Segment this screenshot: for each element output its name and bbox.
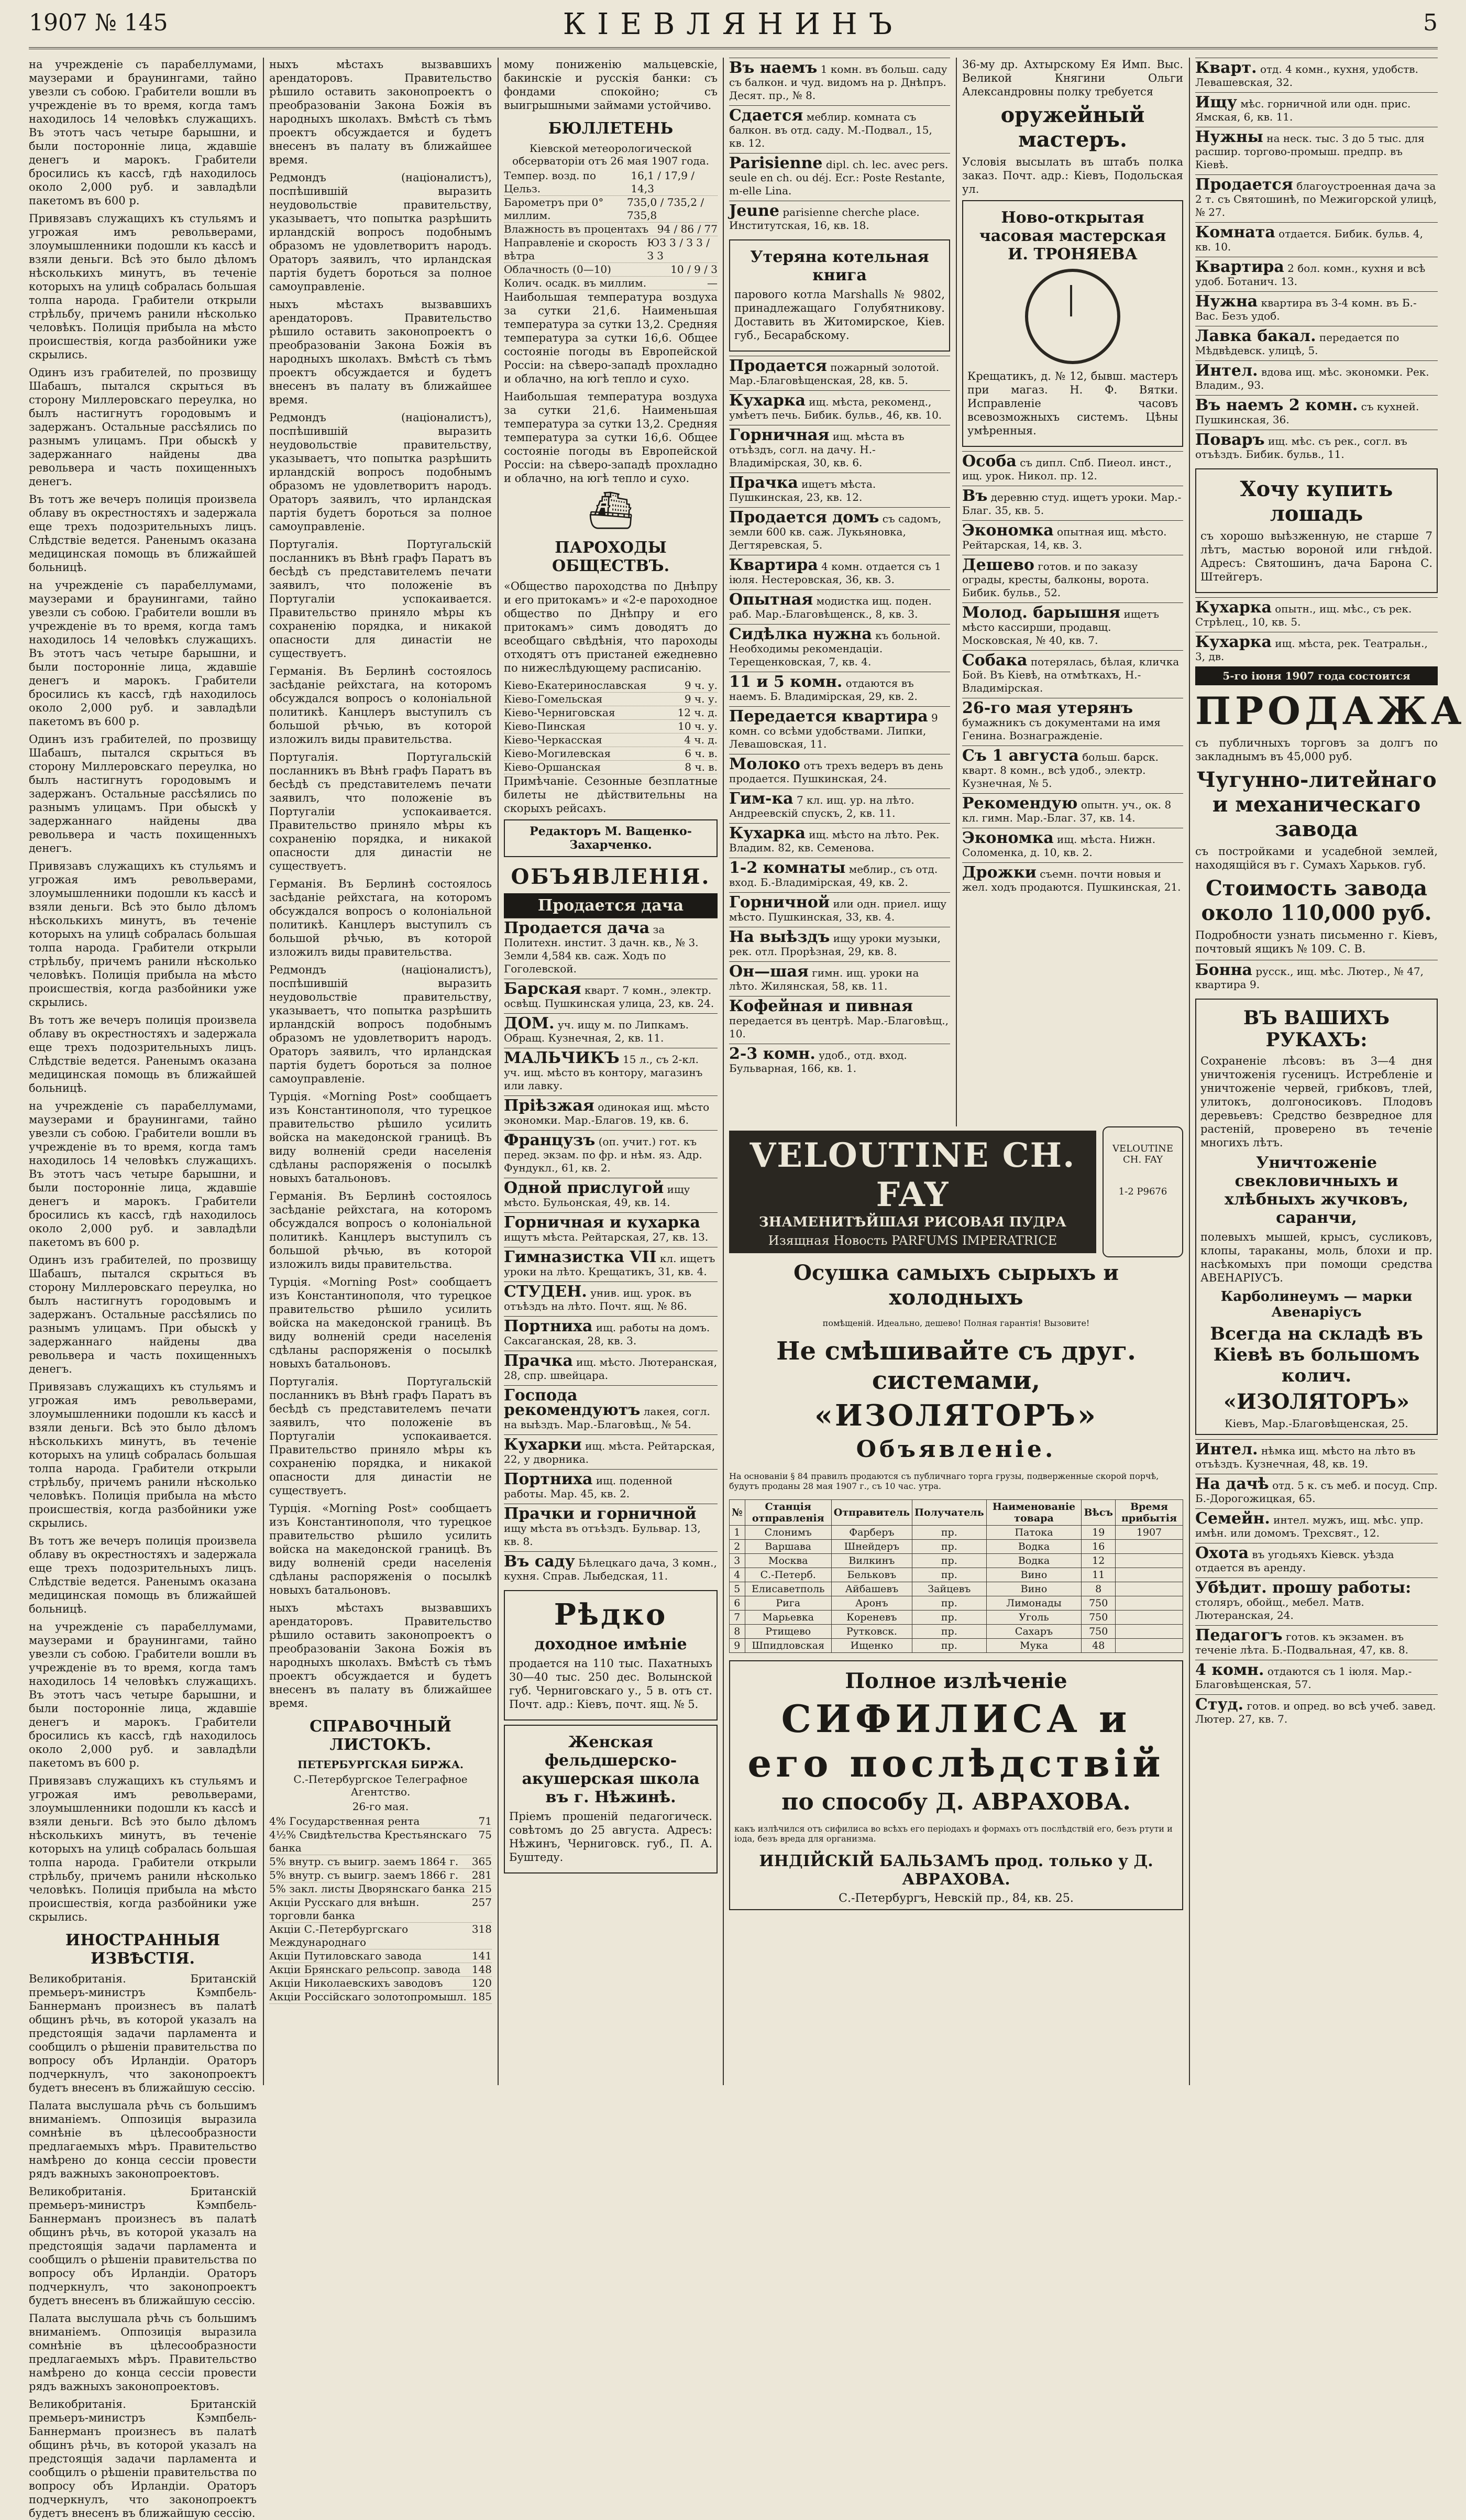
balsam-address: С.-Петербургъ, Невскій пр., 84, кв. 25. — [839, 1892, 1074, 1905]
classified-ad: Квартира 4 комн. отдается съ 1 іюля. Нестеровская, 36, кв. 3. — [729, 555, 950, 589]
weather-row: Темпер. возд. по Цельз. 16,1 / 17,9 / 14,3 — [504, 169, 718, 196]
classified-ad: Продается дача за Политехн. инстит. 3 дачн. кв., № 3. Земли 4,584 кв. саж. Ходъ по Гоголевской. — [504, 918, 718, 979]
article-paragraph: Примѣчаніе. Сезонные безплатные билеты не дѣйствительны на скорыхъ рейсахъ. — [504, 775, 718, 815]
wide-ads-block — [729, 1126, 1183, 2085]
karbo-title: Карболинеумъ — марки Авенаріусъ — [1220, 1289, 1413, 1320]
route-row: Кіево-Оршанская 8 ч. в. — [504, 761, 718, 773]
article-paragraph: Турція. «Morning Post» сообщаетъ изъ Константинополя, что турецкое правительство рѣшило усилить войска на македонской границѣ. Въ виду волненій среди населенія сдѣланы распоряженія о посылкѣ новыхъ батальоновъ. — [269, 1090, 492, 1185]
veloutine-brand: VELOUTINE CH. FAY — [749, 1136, 1076, 1214]
stock-row: Акціи С.-Петербургскаго Международнаго 318 — [269, 1923, 492, 1948]
ads-heading: ОБЪЯВЛЕНІЯ. — [511, 864, 711, 889]
article-paragraph: Въ тотъ же вечеръ полиція произвела облаву въ окрестностяхъ и задержала еще трехъ подозрительныхъ лицъ. Слѣдствіе ведется. Раненымъ оказана медицинская помощь въ ближайшей больницѣ. — [29, 493, 257, 574]
weather-row: Колич. осадк. въ миллим. — — [504, 277, 718, 289]
stock-list — [269, 1815, 492, 2004]
issue-number: 1907 № 145 — [29, 9, 168, 36]
article-paragraph: Привязавъ служащихъ къ стульямъ и угрожая имъ револьверами, злоумышленники подошли къ кассѣ и взяли деньги. Всѣ это было дѣломъ нѣсколькихъ минутъ, въ теченіе которыхъ на улицѣ собралась большая толпа народа. Грабители открыли стрѣльбу, причемъ ранили нѣсколько человѣкъ. Полиція прибыла на мѣсто происшествія, когда разбойники уже скрылись. — [29, 212, 257, 361]
freight-table — [729, 1499, 1183, 1653]
classified-ad: Дешево готов. и по заказу ограды, кресты, балконы, ворота. Бибик. бульв., 52. — [962, 555, 1183, 602]
classified-ad: Въ деревню студ. ищетъ уроки. Мар.-Благ. 35, кв. 5. — [962, 486, 1183, 520]
classified-ad: Нужна квартира въ 3-4 комн. въ Б.-Вас. Безъ удоб. — [1195, 291, 1438, 326]
routes-list — [504, 679, 718, 774]
classified-ad: Семейн. интел. мужъ, ищ. мѣс. упр. имѣн. или домомъ. Трехсвят., 12. — [1195, 1508, 1438, 1543]
column-rule — [1189, 58, 1190, 2085]
weather-row: Влажность въ процентахъ 94 / 86 / 77 — [504, 223, 718, 235]
hands-text: Сохраненіе лѣсовъ: въ 3—4 дня уничтоженія гусеницъ. Истребленіе и уничтоженіе червей, грибковъ, тлей, улитокъ, долгоносиковъ. Плодовъ деревьевъ: Средство безвредное для растеній, проверено въ теченіе многихъ лѣтъ. — [1200, 1055, 1432, 1149]
article-paragraph: на учрежденіе съ парабеллумами, маузерами и браунингами, тайно увезли съ собою. Грабители вошли въ учрежденіе въ то время, когда тамъ находилось 14 человѣкъ служащихъ. Въ этотъ часъ четыре барышни, и были посторонніе лица, ждавшіе денегъ и марокъ. Грабители бросились къ кассѣ, гдѣ находилось около 2,000 руб. и завладѣли пакетомъ въ 600 р. — [29, 58, 257, 207]
horse-text: съ хорошо выѣзженную, не старше 7 лѣтъ, мастью вороной или гнѣдой. Адресъ: Святошинъ, дача Барона С. Штейгеръ. — [1200, 530, 1432, 583]
article-paragraph: Привязавъ служащихъ къ стульямъ и угрожая имъ револьверами, злоумышленники подошли къ кассѣ и взяли деньги. Всѣ это было дѣломъ нѣсколькихъ минутъ, въ теченіе которыхъ на улицѣ собралась большая толпа народа. Грабители открыли стрѣльбу, причемъ ранили нѣсколько человѣкъ. Полиція прибыла на мѣсто происшествія, когда разбойники уже скрылись. — [29, 1774, 257, 1923]
section-heading-foreign: ИНОСТРАННЫЯ ИЗВѢСТІЯ. — [65, 1931, 221, 1968]
classified-ad: 1-2 комнаты меблир., съ отд. вход. Б.-Владимірская, 49, кв. 2. — [729, 858, 950, 892]
classified-ad: Педагогъ готов. къ экзамен. въ теченіе лѣта. Б.-Подвальная, 47, кв. 8. — [1195, 1625, 1438, 1660]
classified-ad: Прачка ищетъ мѣста. Пушкинская, 23, кв. 12. — [729, 473, 950, 507]
article-paragraph: на учрежденіе съ парабеллумами, маузерами и браунингами, тайно увезли съ собою. Грабители вошли въ учрежденіе въ то время, когда тамъ находилось 14 человѣкъ служащихъ. Въ этотъ часъ четыре барышни, и были посторонніе лица, ждавшіе денегъ и марокъ. Грабители бросились къ кассѣ, гдѣ находилось около 2,000 руб. и завладѣли пакетомъ въ 600 р. — [29, 1620, 257, 1769]
route-row: Кіево-Черкасская 4 ч. д. — [504, 733, 718, 746]
classified-ad: Кофейная и пивная передается въ центрѣ. Мар.-Благовѣщ., 10. — [729, 996, 950, 1044]
article-paragraph: Португалія. Португальскій посланникъ въ Вѣнѣ графъ Паратъ въ бесѣдѣ съ представителемъ печати заявилъ, что положеніе въ Португаліи успокаивается. Правительство приняло мѣры къ сохраненію порядка, и никакой опасности для династіи не существуетъ. — [269, 1375, 492, 1497]
estate-ad — [504, 1590, 718, 1721]
classified-ad: Jeune parisienne cherche place. Институтская, 16, кв. 18. — [729, 201, 950, 235]
classified-ad: Интел. вдова ищ. мѣс. экономки. Рек. Владим., 93. — [1195, 360, 1438, 395]
classified-ad: Ищу мѣс. горничной или одн. прис. Ямская, 6, кв. 11. — [1195, 92, 1438, 127]
classified-ad: Кварт. отд. 4 комн., кухня, удобств. Левашевская, 32. — [1195, 58, 1438, 92]
classified-ad: Въ наемъ 1 комн. въ больш. саду съ балкон. и чуд. видомъ на р. Днѣпръ. Десят. пр., № 8. — [729, 58, 950, 105]
watch-shop-ad — [962, 200, 1183, 447]
article-paragraph: Германія. Въ Берлинѣ состоялось засѣданіе рейхстага, на которомъ обсуждался вопросъ о колоніальной политикѣ. Канцлеръ выступилъ съ большой рѣчью, въ которой изложилъ виды правительства. — [269, 665, 492, 746]
article-paragraph: Турція. «Morning Post» сообщаетъ изъ Константинополя, что турецкое правительство рѣшило усилить войска на македонской границѣ. Въ виду волненій среди населенія сдѣланы распоряженія о посылкѣ новыхъ батальоновъ. — [269, 1502, 492, 1596]
classified-ad: Горничной или одн. приел. ищу мѣсто. Пушкинская, 33, кв. 4. — [729, 892, 950, 927]
stock-row: Акціи Брянскаго рельсопр. завода 148 — [269, 1963, 492, 1976]
classified-ad: Нужны на неск. тыс. 3 до 5 тыс. для расшир. торгово-промыш. предпр. въ Кіевѣ. — [1195, 127, 1438, 174]
dry-title: Осушка самыхъ сырыхъ и холодныхъ — [793, 1261, 1119, 1310]
column-rule — [723, 58, 724, 2085]
freight-row: 6 Рига Аронъ пр. Лимонады 750 — [730, 1596, 1183, 1610]
classified-ad: Квартира 2 бол. комн., кухня и всѣ удоб. Ботанич. 13. — [1195, 257, 1438, 291]
stock-row: 4% Государственная рента 71 — [269, 1815, 492, 1827]
route-row: Кіево-Черниговская 12 ч. д. — [504, 706, 718, 719]
cure-method: по способу Д. АВРАХОВА. — [781, 1789, 1131, 1815]
article-paragraph: Одинъ изъ грабителей, по прозвищу Шабашъ, пытался скрыться въ сторону Миллеровскаго переулка, но былъ настигнутъ городовымъ и задержанъ. Остальные рассѣялись по разнымъ улицамъ. При обыскѣ у задержаннаго найдены два револьвера и часть похищенныхъ денегъ. — [29, 1254, 257, 1375]
plant-info: Подробности узнать письменно г. Кіевъ, почтовый ящикъ № 109. С. В. — [1195, 929, 1438, 955]
balsam-line: ИНДІЙСКІЙ БАЛЬЗАМЪ прод. только у Д. АВРАХОВА. — [759, 1852, 1153, 1889]
exchange-title: ПЕТЕРБУРГСКАЯ БИРЖА. — [297, 1758, 464, 1771]
classified-ad: Прачка ищ. мѣсто. Лютеранская, 28, спр. швейцара. — [504, 1351, 718, 1385]
column-bulletin-ads — [504, 58, 718, 2085]
gunsmith-text: Условія высылать въ штабъ полка заказ. Почт. адр.: Кіевъ, Подольская ул. — [962, 156, 1183, 195]
article-paragraph: «Общество пароходства по Днѣпру и его притокамъ» и «2-е пароходное общество по Днѣпру и его притокамъ» симъ доводятъ до всеобщаго свѣдѣнія, что пароходы отходятъ отъ пристаней ежедневно по нижеслѣдующему расписанію. — [504, 580, 718, 674]
classified-ad: 26-го мая утерянъ бумажникъ съ документами на имя Генина. Вознагражденіе. — [962, 698, 1183, 746]
regiment-notice: 36-му др. Ахтырскому Ея Имп. Выс. Великой Княгини Ольги Александровны полку требуется — [962, 58, 1183, 98]
article-paragraph: Турція. «Morning Post» сообщаетъ изъ Константинополя, что турецкое правительство рѣшило усилить войска на македонской границѣ. Въ виду волненій среди населенія сдѣланы распоряженія о посылкѣ новыхъ батальоновъ. — [269, 1276, 492, 1370]
classified-ad: Гимназистка VII кл. ищетъ уроки на лѣто. Крещатикъ, 31, кв. 4. — [504, 1247, 718, 1281]
estate-text: продается на 110 тыс. Пахатныхъ 30—40 тыс. 250 дес. Волынской губ. Черниговскаго у., 5 в. отъ ст. Почт. адр.: Кіевъ, почт. ящ. № 5. — [509, 1657, 712, 1711]
article-paragraph: ныхъ мѣстахъ вызвавшихъ арендаторовъ. Правительство рѣшило оставить законопроектъ о преобразованіи Закона Божія въ народныхъ школахъ. Вмѣстѣ съ тѣмъ проектъ обсуждается и будетъ внесенъ въ палату въ ближайшее время. — [269, 58, 492, 166]
route-row: Кіево-Гомельская 9 ч. у. — [504, 693, 718, 705]
pocket-watch-icon — [1025, 269, 1120, 364]
article-paragraph: Германія. Въ Берлинѣ состоялось засѣданіе рейхстага, на которомъ обсуждался вопросъ о колоніальной политикѣ. Канцлеръ выступилъ съ большой рѣчью, въ которой изложилъ виды правительства. — [269, 1190, 492, 1270]
hands-title: ВЪ ВАШИХЪ РУКАХЪ: — [1243, 1007, 1390, 1051]
classified-ad: 11 и 5 комн. отдаются въ наемъ. Б. Владимірская, 29, кв. 2. — [729, 672, 950, 706]
stock-row: 5% закл. листы Дворянскаго банка 215 — [269, 1882, 492, 1895]
freight-row: 1 Слонимъ Фарберъ пр. Патока 19 1907 — [730, 1526, 1183, 1540]
article-paragraph: на учрежденіе съ парабеллумами, маузерами и браунингами, тайно увезли съ собою. Грабители вошли въ учрежденіе въ то время, когда тамъ находилось 14 человѣкъ служащихъ. Въ этотъ часъ четыре барышни, и были посторонніе лица, ждавшіе денегъ и марокъ. Грабители бросились къ кассѣ, гдѣ находилось около 2,000 руб. и завладѣли пакетомъ въ 600 р. — [29, 1100, 257, 1248]
stock-row: Акціи Русскаго для внѣшн. торговли банка 257 — [269, 1896, 492, 1922]
dry-warning: Не смѣшивайте съ друг. системами, — [776, 1336, 1136, 1395]
article-paragraph: ныхъ мѣстахъ вызвавшихъ арендаторовъ. Правительство рѣшило оставить законопроектъ о преобразованіи Закона Божія въ народныхъ школахъ. Вмѣстѣ съ тѣмъ проектъ обсуждается и будетъ внесенъ въ палату въ ближайшее время. — [269, 298, 492, 406]
veloutine-ad — [729, 1131, 1096, 1253]
classified-ad: Горничная ищ. мѣста въ отъѣздъ, согл. на дачу. Н.-Владимірская, 30, кв. 6. — [729, 425, 950, 473]
classified-ad: 2-3 комн. удоб., отд. вход. Бульварная, 166, кв. 1. — [729, 1044, 950, 1078]
stock-row: Акціи Николаевскихъ заводовъ 120 — [269, 1977, 492, 1989]
column-classifieds-c — [1195, 58, 1466, 2085]
lost-title: Утеряна котельная книга — [750, 248, 929, 284]
classified-ad: Кухарка опытн., ищ. мѣс., съ рек. Стрѣлец., 10, кв. 5. — [1195, 597, 1438, 632]
classified-ad: СТУДЕН. унив. ищ. урок. въ отъѣздъ на лѣто. Почт. ящ. № 86. — [504, 1281, 718, 1316]
freight-row: 8 Ртищево Рутковск. пр. Сахаръ 750 — [730, 1625, 1183, 1639]
estate-title: доходное имѣніе — [534, 1635, 687, 1653]
syphilis-cure-ad — [729, 1660, 1183, 1910]
weather-row: Направленіе и скорость вѣтра ЮЗ 3 / З 3 / З 3 — [504, 236, 718, 263]
article-paragraph: Привязавъ служащихъ къ стульямъ и угрожая имъ револьверами, злоумышленники подошли къ кассѣ и взяли деньги. Всѣ это было дѣломъ нѣсколькихъ минутъ, въ теченіе которыхъ на улицѣ собралась большая толпа народа. Грабители открыли стрѣльбу, причемъ ранили нѣсколько человѣкъ. Полиція прибыла на мѣсто происшествія, когда разбойники уже скрылись. — [29, 860, 257, 1009]
column-politics — [269, 58, 492, 2085]
agency-line: С.-Петербургское Телеграфное Агентство. — [293, 1773, 468, 1798]
route-row: Кіево-Пинская 10 ч. у. — [504, 720, 718, 732]
powder-box-icon: VELOUTINE CH. FAY 1-2 P9676 — [1103, 1126, 1183, 1257]
article-paragraph: Редмондъ (націоналистъ), поспѣшившій выразить неудовольствіе правительству, указываетъ, что попытка разрѣшить ирландскій вопросъ подобнымъ образомъ не удовлетворитъ народъ. Ораторъ заявилъ, что ирландская партія будетъ бороться за полное самоуправленіе. — [269, 411, 492, 533]
school-text: Пріемъ прошеній педагогическ. совѣтомъ до 25 августа. Адресъ: Нѣжинъ, Черниговск. губ., П. А. Буштеду. — [509, 1810, 712, 1864]
watch-shop-title: Ново-открытая часовая мастерская И. ТРОНЯЕВА — [979, 209, 1166, 264]
lost-book-ad — [729, 239, 950, 352]
section-heading-reference: СПРАВОЧНЫЙ ЛИСТОКЪ. — [310, 1717, 451, 1754]
classified-ad: Въ наемъ 2 комн. съ кухней. Пушкинская, 36. — [1195, 395, 1438, 430]
article-paragraph: мому пониженію мальцевскіе, бакинскіе и русскія банки: съ фондами спокойно; съ выигрышными займами устойчиво. — [504, 58, 718, 112]
bulletin-subtitle: Кіевской метеорологической обсерваторіи отъ 26 мая 1907 года. — [512, 142, 709, 167]
article-paragraph: Привязавъ служащихъ къ стульямъ и угрожая имъ револьверами, злоумышленники подошли къ кассѣ и взяли деньги. Всѣ это было дѣломъ нѣсколькихъ минутъ, въ теченіе которыхъ на улицѣ собралась большая толпа народа. Грабители открыли стрѣльбу, причемъ ранили нѣсколько человѣкъ. Полиція прибыла на мѣсто происшествія, когда разбойники уже скрылись. — [29, 1380, 257, 1529]
classified-ad: Студ. готов. и опред. во всѣ учеб. завед. Лютер. 27, кв. 7. — [1195, 1694, 1438, 1729]
article-paragraph: Великобританія. Британскій премьеръ-министръ Кэмпбель-Баннерманъ произнесъ въ палатѣ общинъ рѣчь, въ которой указалъ на предстоящія задачи парламента и сообщилъ о рѣшеніи правительства по вопросу объ Ирландіи. Ораторъ подчеркнулъ, что законопроектъ будетъ внесенъ въ ближайшую сессію. — [29, 2398, 257, 2519]
classified-ad: Кухарка ищ. мѣста, рекоменд., умѣетъ печь. Бибик. бульв., 46, кв. 10. — [729, 390, 950, 425]
article-paragraph: Наибольшая температура воздуха за сутки 21,6. Наименьшая температура за сутки 13,2. Средняя температура за сутки 16,6. Общее состояніе погоды въ Европейской Россіи: на сѣверо-западѣ прохладно и облачно, на югѣ тепло и сухо. — [504, 291, 718, 385]
classified-ad: Продается благоустроенная дача за 2 т. съ Святошинѣ, по Межигорской улицѣ, № 27. — [1195, 174, 1438, 222]
article-paragraph: на учрежденіе съ парабеллумами, маузерами и браунингами, тайно увезли съ собою. Грабители вошли въ учрежденіе въ то время, когда тамъ находилось 14 человѣкъ служащихъ. Въ этотъ часъ четыре барышни, и были посторонніе лица, ждавшіе денегъ и марокъ. Грабители бросились къ кассѣ, гдѣ находилось около 2,000 руб. и завладѣли пакетомъ въ 600 р. — [29, 579, 257, 728]
classified-ad: Он—шая гимн. ищ. уроки на лѣто. Жилянская, 58, кв. 11. — [729, 961, 950, 996]
sale-date: 5-го іюня 1907 года состоится — [1195, 666, 1438, 685]
classified-ad: МАЛЬЧИКЪ 15 л., съ 2-кл. уч. ищ. мѣсто въ контору, магазинъ или лавку. — [504, 1048, 718, 1095]
classified-ad: Экономка ищ. мѣста. Нижн. Соломенка, д. 10, кв. 2. — [962, 828, 1183, 862]
steamship-title: ПАРОХОДЫ ОБЩЕСТВЪ. — [552, 539, 670, 575]
classified-ad: Господа рекомендуютъ лакея, согл. на выѣздъ. Мар.-Благовѣщ., № 54. — [504, 1385, 718, 1434]
article-paragraph: Наибольшая температура воздуха за сутки 21,6. Наименьшая температура за сутки 13,2. Средняя температура за сутки 16,6. Общее состояніе погоды въ Европейской Россіи: на сѣверо-западѣ прохладно и облачно, на югѣ тепло и сухо. — [504, 390, 718, 485]
izolator-brand-2: «ИЗОЛЯТОРЪ» — [1223, 1389, 1410, 1414]
classified-ad: Кухарка ищ. мѣсто на лѣто. Рек. Владим. 82, кв. Семенова. — [729, 823, 950, 858]
plant-title: Чугунно-литейнаго и механическаго завода — [1196, 768, 1437, 841]
classified-ad: Сдается меблир. комната съ балкон. въ отд. саду. М.-Подвал., 15, кв. 12. — [729, 105, 950, 153]
cure-title: Полное излѣченіе — [845, 1669, 1067, 1693]
bulletin-title: БЮЛЛЕТЕНЬ — [548, 119, 674, 138]
classified-ad: Барская кварт. 7 комн., электр. освѣщ. Пушкинская улица, 23, кв. 24. — [504, 979, 718, 1013]
classified-ad: На дачѣ отд. 5 к. съ меб. и посуд. Спр. Б.-Дорогожицкая, 65. — [1195, 1474, 1438, 1508]
editor-line: Редакторъ М. Ващенко-Захарченко. — [504, 819, 718, 857]
notice-title: Объявленіе. — [856, 1436, 1056, 1463]
classified-ad: 4 комн. отдаются съ 1 іюля. Мар.-Благовѣщенская, 57. — [1195, 1660, 1438, 1694]
stock-row: Акціи Россійскаго золотопромышл. 185 — [269, 1990, 492, 2003]
horse-title: Хочу купить лошадь — [1240, 477, 1393, 526]
freight-header-row: № Станція отправленія Отправитель Получатель Наименованіе товара Вѣсъ Время прибытія — [730, 1500, 1183, 1526]
cure-big: СИФИЛИСА и его послѣдствій — [747, 1696, 1165, 1785]
article-paragraph: Великобританія. Британскій премьеръ-министръ Кэмпбель-Баннерманъ произнесъ въ палатѣ общинъ рѣчь, въ которой указалъ на предстоящія задачи парламента и сообщилъ о рѣшеніи правительства по вопросу объ Ирландіи. Ораторъ подчеркнулъ, что законопроектъ будетъ внесенъ въ ближайшую сессію. — [29, 1973, 257, 2094]
classified-ad: Кухарки ищ. мѣста. Рейтарская, 22, у дворника. — [504, 1434, 718, 1469]
ad-code: 1-2 P9676 — [1118, 1186, 1167, 1197]
classified-ad: Портниха ищ. поденной работы. Мар. 45, кв. 2. — [504, 1469, 718, 1504]
classified-ad: Продается домъ съ садомъ, земли 600 кв. саж. Лукьяновка, Дегтяревская, 5. — [729, 507, 950, 555]
article-paragraph: Португалія. Португальскій посланникъ въ Вѣнѣ графъ Паратъ въ бесѣдѣ съ представителемъ печати заявилъ, что положеніе въ Португаліи успокаивается. Правительство приняло мѣры къ сохраненію порядка, и никакой опасности для династіи не существуетъ. — [269, 751, 492, 872]
cure-text: какъ излѣчился отъ сифилиса во всѣхъ его періодахъ и формахъ отъ послѣдствій его, безъ ртути и іода, безъ вреда для организма. — [734, 1824, 1173, 1844]
weather-table — [504, 169, 718, 290]
lost-text: парового котла Marshalls № 9802, принадлежащаго Голубятникову. Доставить въ Житомирское, Кіев. губ., Бесарабскому. — [734, 288, 945, 342]
classified-ad: Охота въ угодьяхъ Кіевск. уѣзда отдается въ аренду. — [1195, 1543, 1438, 1577]
classified-ad: Одной прислугой ищу мѣсто. Бульонская, 49, кв. 14. — [504, 1178, 718, 1212]
newspaper-title: КІЕВЛЯНИНЪ — [563, 7, 904, 41]
freight-row: 9 Шпидловская Ищенко пр. Мука 48 — [730, 1639, 1183, 1653]
classified-ad: Опытная модистка ищ. поден. раб. Мар.-Благовѣщенск., 8, кв. 3. — [729, 589, 950, 624]
stock-row: 5% внутр. съ выигр. заемъ 1864 г. 365 — [269, 1855, 492, 1868]
stock-row: 5% внутр. съ выигр. заемъ 1866 г. 281 — [269, 1869, 492, 1881]
route-row: Кіево-Екатеринославская 9 ч. у. — [504, 679, 718, 692]
freight-row: 5 Елисаветполь Айбашевъ Зайцевъ Вино 8 — [730, 1582, 1183, 1596]
classified-ad: Съ 1 августа больш. барск. кварт. 8 комн., всѣ удоб., электр. Кузнечная, № 5. — [962, 746, 1183, 793]
classified-ad: На выѣздъ ищу уроки музыки, рек. отл. Прорѣзная, 29, кв. 8. — [729, 927, 950, 961]
freight-row: 7 Марьевка Кореневъ пр. Уголь 750 — [730, 1610, 1183, 1625]
plant-cost: Стоимость завода около 110,000 руб. — [1201, 876, 1432, 925]
classified-ad: Дрожки съемн. почти новыя и жел. ходъ продаются. Пушкинская, 21. — [962, 862, 1183, 897]
freight-row: 3 Москва Вилкинъ пр. Водка 12 — [730, 1554, 1183, 1568]
article-paragraph: Великобританія. Британскій премьеръ-министръ Кэмпбель-Баннерманъ произнесъ въ палатѣ общинъ рѣчь, въ которой указалъ на предстоящія задачи парламента и сообщилъ о рѣшеніи правительства по вопросу объ Ирландіи. Ораторъ подчеркнулъ, что законопроектъ будетъ внесенъ въ ближайшую сессію. — [29, 2185, 257, 2307]
classified-ad: Комната отдается. Бибик. бульв. 4, кв. 10. — [1195, 222, 1438, 257]
page-number: 5 — [1423, 9, 1438, 36]
column-news — [29, 58, 257, 2519]
classified-ad: Собака потерялась, бѣлая, кличка Бой. Въ Кіевѣ, на отмѣткахъ, Н.-Владимірская. — [962, 650, 1183, 698]
classified-ad: Поваръ ищ. мѣс. съ рек., согл. въ отъѣздъ. Бибик. бульв., 11. — [1195, 430, 1438, 464]
freight-row: 2 Варшава Шнейдеръ пр. Водка 16 — [730, 1540, 1183, 1554]
classified-ad: ДОМ. уч. ищу м. по Липкамъ. Обращ. Кузнечная, 2, кв. 11. — [504, 1013, 718, 1048]
masthead — [29, 5, 1438, 49]
classified-ad: Особа съ дипл. Спб. Пиеол. инст., ищ. урок. Никол. пр. 12. — [962, 451, 1183, 486]
classified-ad: Интел. нѣмка ищ. мѣсто на лѣто въ отъѣздъ. Кузнечная, 48, кв. 19. — [1195, 1439, 1438, 1474]
school-ad — [504, 1725, 718, 1873]
classified-ad: Бонна русск., ищ. мѣс. Лютер., № 47, квартира 9. — [1195, 960, 1438, 994]
route-row: Кіево-Могилевская 6 ч. в. — [504, 747, 718, 760]
article-paragraph: Палата выслушала рѣчь съ большимъ вниманіемъ. Оппозиція выразила сомнѣніе въ цѣлесообразности предлагаемыхъ мѣръ. Правительство намѣрено до конца сессіи провести рядъ важныхъ законопроектовъ. — [29, 2312, 257, 2393]
article-paragraph: Въ тотъ же вечеръ полиція произвела облаву въ окрестностяхъ и задержала еще трехъ подозрительныхъ лицъ. Слѣдствіе ведется. Раненымъ оказана медицинская помощь въ ближайшей больницѣ. — [29, 1014, 257, 1094]
school-title: Женская фельдшерско-акушерская школа въ г. Нѣжинѣ. — [522, 1733, 700, 1806]
column-rule — [498, 58, 499, 2085]
article-paragraph: Редмондъ (націоналистъ), поспѣшившій выразить неудовольствіе правительству, указываетъ, что попытка разрѣшить ирландскій вопросъ подобнымъ образомъ не удовлетворитъ народъ. Ораторъ заявилъ, что ирландская партія будетъ бороться за полное самоуправленіе. — [269, 963, 492, 1085]
izolator-address: Кіевъ, Мар.-Благовѣщенская, 25. — [1225, 1417, 1408, 1430]
article-paragraph: Португалія. Португальскій посланникъ въ Вѣнѣ графъ Паратъ въ бесѣдѣ съ представителемъ печати заявилъ, что положеніе въ Португаліи успокаивается. Правительство приняло мѣры къ сохраненію порядка, и никакой опасности для династіи не существуетъ. — [269, 538, 492, 660]
notice-text: На основаніи § 84 правилъ продаются съ публичнаго торга грузы, подверженные скорой порчѣ, будутъ проданы 28 мая 1907 г., съ 10 час. утра. — [729, 1471, 1159, 1491]
classified-ad: Молод. барышня ищетъ мѣсто кассирши, продавщ. Московская, № 40, кв. 7. — [962, 602, 1183, 650]
exchange-date: 26-го мая. — [352, 1800, 409, 1813]
veloutine-new: Изящная Новость PARFUMS IMPERATRICE — [768, 1233, 1057, 1248]
always-line: Всегда на складѣ въ Кіевѣ въ большомъ колич. — [1210, 1323, 1423, 1386]
weather-row: Барометръ при 0° миллим. 735,0 / 735,2 / 735,8 — [504, 196, 718, 223]
freight-row: 4 С.-Петерб. Бельковъ пр. Вино 11 — [730, 1568, 1183, 1582]
steamship-icon: ⛴ — [587, 489, 634, 532]
classified-ad: Экономка опытная ищ. мѣсто. Рейтарская, 14, кв. 3. — [962, 520, 1183, 555]
beet-text: полевыхъ мышей, крысъ, сусликовъ, клопы, тараканы, моль, блохи и пр. насѣкомыхъ при помощи средства АВЕНАРІУСЪ. — [1200, 1231, 1432, 1284]
stock-row: 4½% Свидѣтельства Крестьянскаго банка 75 — [269, 1828, 492, 1854]
weather-row: Облачность (0—10) 10 / 9 / 3 — [504, 263, 718, 276]
dacha-banner: Продается дача — [504, 893, 718, 918]
gunsmith-title: оружейный мастеръ. — [1000, 103, 1145, 152]
horse-ad — [1195, 468, 1438, 593]
izolator-brand: «ИЗОЛЯТОРЪ» — [814, 1398, 1098, 1433]
classified-ad: Прачки и горничной ищу мѣста въ отъѣздъ. Бульвар. 13, кв. 8. — [504, 1504, 718, 1551]
article-paragraph: Одинъ изъ грабителей, по прозвищу Шабашъ, пытался скрыться въ сторону Миллеровскаго переулка, но былъ настигнутъ городовымъ и задержанъ. Остальные рассѣялись по разнымъ улицамъ. При обыскѣ у задержаннаго найдены два револьвера и часть похищенныхъ денегъ. — [29, 733, 257, 854]
classified-ad: Портниха ищ. работы на домъ. Саксаганская, 28, кв. 3. — [504, 1316, 718, 1351]
classified-ad: Parisienne dipl. ch. lec. avec pers. seule en ch. ou déj. Ecr.: Poste Restante, m-elle Lina. — [729, 153, 950, 201]
watch-shop-text: Крещатикъ, д. № 12, бывш. мастеръ при магаз. Н. Ф. Вятки. Исправленіе часовъ всевозможныхъ системъ. Цѣны умѣренныя. — [967, 370, 1178, 437]
veloutine-sub: ЗНАМЕНИТѢЙШАЯ РИСОВАЯ ПУДРА — [758, 1214, 1067, 1230]
classified-ad: Гим-ка 7 кл. ищ. ур. на лѣто. Андреевскій спускъ, 2, кв. 11. — [729, 788, 950, 823]
classified-ad: Пріѣзжая одинокая ищ. мѣсто экономки. Мар.-Благов. 19, кв. 6. — [504, 1095, 718, 1130]
beet-title: Уничтоженіе свекловичныхъ и хлѣбныхъ жучковъ, саранчи, — [1225, 1154, 1408, 1227]
classified-ad: Рекомендую опытн. уч., ок. 8 кл. гимн. Мар.-Благ. 37, кв. 14. — [962, 793, 1183, 828]
classified-ad: Французъ (оп. учит.) гот. къ перед. экзам. по фр. и нѣм. яз. Адр. Фундукл., 61, кв. 2. — [504, 1130, 718, 1178]
avenarius-ad — [1195, 999, 1438, 1435]
article-paragraph: Палата выслушала рѣчь съ большимъ вниманіемъ. Оппозиція выразила сомнѣніе въ цѣлесообразности предлагаемыхъ мѣръ. Правительство намѣрено до конца сессіи провести рядъ важныхъ законопроектовъ. — [29, 2099, 257, 2180]
estate-lead: Рѣдко — [554, 1597, 668, 1632]
classified-ad: Передается квартира 9 комн. со всѣми удобствами. Липки, Левашовская, 11. — [729, 706, 950, 754]
article-paragraph: Въ тотъ же вечеръ полиція произвела облаву въ окрестностяхъ и задержала еще трехъ подозрительныхъ лицъ. Слѣдствіе ведется. Раненымъ оказана медицинская помощь въ ближайшей больницѣ. — [29, 1535, 257, 1615]
stock-row: Акціи Путиловскаго завода 141 — [269, 1949, 492, 1962]
classified-ad: Лавка бакал. передается по Мѣдвѣдевск. улицѣ, 5. — [1195, 326, 1438, 360]
classified-ad: Сидѣлка нужна къ больной. Необходимы рекомендаціи. Терещенковская, 7, кв. 4. — [729, 624, 950, 672]
classified-ad: Молоко отъ трехъ ведеръ въ день продается. Пушкинская, 24. — [729, 754, 950, 788]
sale-text: съ публичныхъ торговъ за долгъ по закладнымъ въ 45,000 руб. — [1195, 737, 1438, 763]
article-paragraph: ныхъ мѣстахъ вызвавшихъ арендаторовъ. Правительство рѣшило оставить законопроектъ о преобразованіи Закона Божія въ народныхъ школахъ. Вмѣстѣ съ тѣмъ проектъ обсуждается и будетъ внесенъ въ палату въ ближайшее время. — [269, 1602, 492, 1710]
article-paragraph: Одинъ изъ грабителей, по прозвищу Шабашъ, пытался скрыться въ сторону Миллеровскаго переулка, но былъ настигнутъ городовымъ и задержанъ. Остальные рассѣялись по разнымъ улицамъ. При обыскѣ у задержаннаго найдены два револьвера и часть похищенныхъ денегъ. — [29, 366, 257, 488]
classified-ad: Продается пожарный золотой. Мар.-Благовѣщенская, 28, кв. 5. — [729, 356, 950, 390]
dry-text: помѣщеній. Идеально, дешево! Полная гарантія! Вызовите! — [822, 1318, 1090, 1328]
classified-ad: Въ саду Бѣлецкаго дача, 3 комн., кухня. Справ. Лыбедская, 11. — [504, 1551, 718, 1586]
article-paragraph: Редмондъ (націоналистъ), поспѣшившій выразить неудовольствіе правительству, указываетъ, что попытка разрѣшить ирландскій вопросъ подобнымъ образомъ не удовлетворитъ народъ. Ораторъ заявилъ, что ирландская партія будетъ бороться за полное самоуправленіе. — [269, 171, 492, 293]
plant-text: съ постройками и усадебной землей, находящійся въ г. Сумахъ Харьков. губ. — [1195, 845, 1438, 871]
column-rule — [263, 58, 264, 2085]
article-paragraph: Германія. Въ Берлинѣ состоялось засѣданіе рейхстага, на которомъ обсуждался вопросъ о колоніальной политикѣ. Канцлеръ выступилъ съ большой рѣчью, въ которой изложилъ виды правительства. — [269, 878, 492, 958]
sale-title: ПРОДАЖА — [1195, 688, 1466, 733]
classified-ad: Убѣдит. прошу работы: столяръ, обойщ., мебел. Матв. Лютеранская, 24. — [1195, 1577, 1438, 1625]
classified-ad: Горничная и кухарка ищутъ мѣста. Рейтарская, 27, кв. 13. — [504, 1212, 718, 1247]
classified-ad: Кухарка ищ. мѣста, рек. Театральн., 3, дв. — [1195, 632, 1438, 666]
